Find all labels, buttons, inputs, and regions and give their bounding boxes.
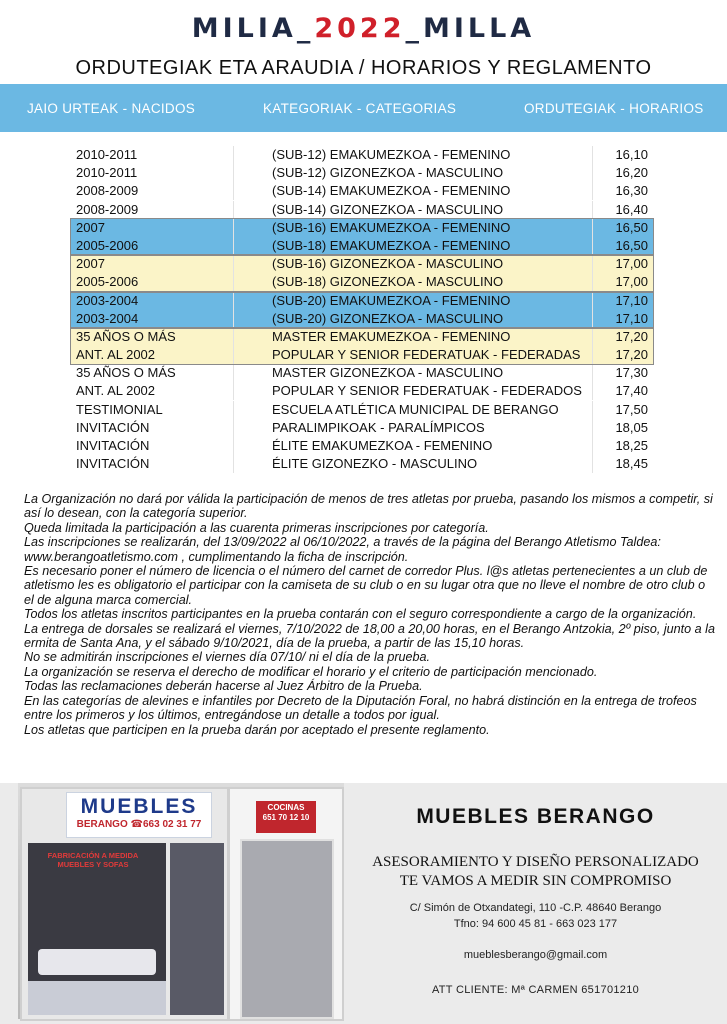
time-cell: 18,45 — [615, 456, 648, 472]
column-divider — [233, 364, 234, 382]
ad-address: C/ Simón de Otxandategi, 110 -C.P. 48640 Berango — [409, 902, 662, 914]
column-divider — [592, 182, 593, 200]
title-year: 2022 — [314, 13, 406, 44]
time-cell: 17,00 — [615, 256, 648, 272]
column-divider — [233, 219, 234, 237]
category-cell: ESCUELA ATLÉTICA MUNICIPAL DE BERANGO — [272, 401, 559, 417]
column-divider — [592, 382, 593, 400]
column-divider — [592, 201, 593, 219]
event-title: MILIA_2022_MILLA — [191, 13, 536, 44]
time-cell: 18,25 — [615, 438, 648, 453]
table-row — [70, 201, 654, 219]
shop-window-side — [170, 843, 224, 1015]
category-cell: (SUB-16) GIZONEZKOA - MASCULINO — [272, 256, 504, 272]
born-cell: 2003-2004 — [76, 310, 139, 326]
category-cell: ÉLITE GIZONEZKO - MASCULINO — [272, 456, 478, 472]
born-cell: 2007 — [76, 219, 105, 235]
time-cell: 17,20 — [615, 347, 648, 363]
regulations-text — [24, 492, 716, 737]
column-divider — [233, 455, 234, 473]
storefront-photo — [18, 783, 344, 1019]
table-row — [70, 437, 654, 455]
table-row — [70, 310, 654, 328]
category-cell: POPULAR Y SENIOR FEDERATUAK - FEDERADOS — [272, 383, 582, 399]
column-divider — [592, 437, 593, 455]
column-divider — [233, 346, 234, 364]
regulation-paragraph: En las categorías de alevines e infantiles por Decreto de la Diputación Foral, no habrá distinción en la entrega de trofeos entre los primeros y los últimos, entregándose un detalle a todos por igual. — [24, 693, 697, 723]
time-cell: 16,30 — [615, 183, 648, 199]
category-cell: (SUB-20) EMAKUMEZKOA - FEMENINO — [272, 292, 511, 308]
store-sign — [66, 792, 212, 838]
time-cell: 17,10 — [615, 310, 648, 326]
born-cell: 2005-2006 — [76, 237, 139, 253]
column-divider — [233, 255, 234, 273]
category-cell: (SUB-12) EMAKUMEZKOA - FEMENINO — [272, 147, 511, 162]
time-cell: 17,50 — [615, 401, 648, 417]
category-cell: MASTER GIZONEZKOA - MASCULINO — [272, 365, 504, 381]
column-divider — [233, 146, 234, 164]
column-divider — [233, 292, 234, 310]
born-cell: TESTIMONIAL — [76, 401, 163, 417]
category-cell: (SUB-20) GIZONEZKOA - MASCULINO — [272, 310, 504, 326]
category-cell: (SUB-16) EMAKUMEZKOA - FEMENINO — [272, 219, 511, 235]
born-cell: 35 AÑOS O MÁS — [76, 365, 176, 381]
table-row — [70, 455, 654, 473]
page-subtitle: ORDUTEGIAK ETA ARAUDIA / HORARIOS Y REGLAMENTO — [75, 57, 652, 79]
table-row — [70, 273, 654, 291]
column-divider — [233, 310, 234, 328]
store-front-left — [20, 787, 229, 1021]
table-row — [70, 346, 654, 364]
column-divider — [592, 346, 593, 364]
regulation-paragraph: La entrega de dorsales se realizará el viernes, 7/10/2022 de 18,00 a 20,00 horas, en el Berango Antzokia, 2º piso, junto a la ermita de Santa Ana, y el sábado 9/10/2021, día de la prueba, a partir de las 15,10 horas. — [24, 621, 715, 651]
table-row — [70, 364, 654, 382]
column-divider — [592, 328, 593, 346]
column-divider — [233, 437, 234, 455]
regulation-paragraph: Es necesario poner el número de licencia o el número del carnet de corredor Plus. l@s atletas pertenecientes a un club de atletismo les es obligatorio el participar con la camiseta de su club o en su lugar otra que no lleve el nombre de otro club o el de alguna marca comercial. — [24, 564, 708, 607]
category-cell: ÉLITE EMAKUMEZKOA - FEMENINO — [272, 438, 493, 453]
category-cell: (SUB-18) GIZONEZKOA - MASCULINO — [272, 274, 504, 290]
column-divider — [592, 401, 593, 419]
born-cell: 2005-2006 — [76, 274, 139, 290]
ad-email: mueblesberango@gmail.com — [463, 949, 608, 961]
ad-slogan: ASESORAMIENTO Y DISEÑO PERSONALIZADO TE VAMOS A MEDIR SIN COMPROMISO — [372, 854, 699, 889]
born-cell: 2010-2011 — [76, 147, 138, 162]
category-cell: PARALIMPIKOAK - PARALÍMPICOS — [272, 419, 485, 435]
column-divider — [233, 182, 234, 200]
born-cell: 2003-2004 — [76, 292, 139, 308]
time-cell: 16,50 — [615, 219, 648, 235]
regulation-paragraph: Los atletas que participen en la prueba darán por aceptado el presente reglamento. — [24, 722, 490, 737]
column-divider — [592, 219, 593, 237]
store-front-right — [228, 787, 344, 1021]
regulation-paragraph: No se admitirán inscripciones el viernes día 07/10/ ni el día de la prueba. — [24, 650, 431, 665]
regulation-paragraph: Las inscripciones se realizarán, del 13/09/2022 al 06/10/2022, a través de la página del Berango Atletismo Taldea: www.berangoatletismo.com , cumplimentando la ficha de inscripción. — [24, 535, 661, 564]
store-sign-title: MUEBLES — [80, 795, 198, 818]
category-cell: (SUB-14) GIZONEZKOA - MASCULINO — [272, 201, 504, 217]
category-cell: (SUB-18) EMAKUMEZKOA - FEMENINO — [272, 237, 511, 253]
column-divider — [233, 201, 234, 219]
shop-window-text: FABRICACIÓN A MEDIDA MUEBLES Y SOFAS — [47, 851, 139, 869]
column-divider — [592, 455, 593, 473]
born-cell: 2007 — [76, 256, 105, 272]
column-divider — [233, 401, 234, 419]
header-category: KATEGORIAK - CATEGORIAS — [263, 101, 457, 116]
column-divider — [233, 164, 234, 182]
category-cell: (SUB-14) EMAKUMEZKOA - FEMENINO — [272, 183, 511, 199]
time-cell: 17,30 — [615, 365, 648, 381]
store-sign-sub: BERANGO ☎663 02 31 77 — [76, 819, 202, 830]
born-cell: 2010-2011 — [76, 165, 138, 181]
column-divider — [233, 328, 234, 346]
time-cell: 18,05 — [615, 419, 648, 435]
table-row — [70, 164, 654, 182]
column-divider — [592, 292, 593, 310]
time-cell: 16,40 — [615, 201, 648, 217]
table-row — [70, 146, 654, 164]
time-cell: 16,50 — [615, 237, 648, 253]
regulation-paragraph: Todas las reclamaciones deberán hacerse al Juez Árbitro de la Prueba. — [24, 679, 423, 694]
regulation-paragraph: Queda limitada la participación a las cuarenta primeras inscripciones por categoría. — [24, 520, 489, 535]
sofa-image — [38, 949, 156, 975]
column-divider — [233, 382, 234, 400]
table-row — [70, 292, 654, 310]
title-part-2: MILLA — [422, 13, 536, 44]
ad-phone: Tfno: 94 600 45 81 - 663 023 177 — [453, 918, 618, 930]
category-cell: POPULAR Y SENIOR FEDERATUAK - FEDERADAS — [272, 347, 581, 363]
column-divider — [592, 164, 593, 182]
column-divider — [592, 273, 593, 291]
sponsor-ad — [0, 783, 727, 1024]
header-born: JAIO URTEAK - NACIDOS — [27, 101, 196, 116]
shop-window — [28, 843, 166, 1015]
schedule-table — [70, 146, 654, 473]
born-cell: INVITACIÓN — [76, 456, 150, 472]
column-divider — [592, 310, 593, 328]
column-divider — [233, 419, 234, 437]
title-part-1: MILIA — [191, 13, 297, 44]
time-cell: 16,20 — [615, 165, 648, 181]
born-cell: ANT. AL 2002 — [76, 347, 156, 363]
ad-contact: ATT CLIENTE: Mª CARMEN 651701210 — [431, 984, 640, 996]
column-divider — [592, 146, 593, 164]
table-row — [70, 255, 654, 273]
time-cell: 17,10 — [615, 292, 648, 308]
column-divider — [592, 255, 593, 273]
regulation-paragraph: Todos los atletas inscritos participantes en la prueba contarán con el seguro correspondiente a cargo de la organización. — [24, 607, 697, 622]
store-door — [240, 839, 334, 1019]
floor-image — [28, 981, 166, 1015]
category-cell: (SUB-12) GIZONEZKOA - MASCULINO — [272, 165, 504, 181]
table-row — [70, 382, 654, 400]
born-cell: 2008-2009 — [76, 183, 139, 199]
table-row — [70, 401, 654, 419]
schedule-header — [0, 84, 727, 132]
regulation-paragraph: La organización se reserva el derecho de modificar el horario y el criterio de participación mencionado. — [24, 664, 598, 679]
time-cell: 17,40 — [615, 383, 648, 399]
table-row — [70, 328, 654, 346]
header-time: ORDUTEGIAK - HORARIOS — [524, 101, 704, 116]
born-cell: INVITACIÓN — [76, 438, 150, 453]
column-divider — [592, 419, 593, 437]
ad-title: MUEBLES BERANGO — [416, 805, 655, 828]
time-cell: 16,10 — [615, 147, 648, 162]
category-cell: MASTER EMAKUMEZKOA - FEMENINO — [272, 328, 511, 344]
column-divider — [233, 273, 234, 291]
table-row — [70, 182, 654, 200]
column-divider — [592, 237, 593, 255]
regulation-paragraph: La Organización no dará por válida la participación de menos de tres atletas por prueba, pasando los mismos a competir, si así lo desean, con la categoría superior. — [24, 492, 713, 521]
column-divider — [233, 237, 234, 255]
time-cell: 17,20 — [615, 328, 648, 344]
born-cell: 2008-2009 — [76, 201, 139, 217]
column-divider — [592, 364, 593, 382]
table-row — [70, 419, 654, 437]
table-row — [70, 237, 654, 255]
kitchen-sign: COCINAS 651 70 12 10 — [256, 801, 316, 833]
born-cell: ANT. AL 2002 — [76, 383, 156, 399]
born-cell: 35 AÑOS O MÁS — [76, 328, 176, 344]
time-cell: 17,00 — [615, 274, 648, 290]
born-cell: INVITACIÓN — [76, 419, 150, 435]
table-row — [70, 219, 654, 237]
